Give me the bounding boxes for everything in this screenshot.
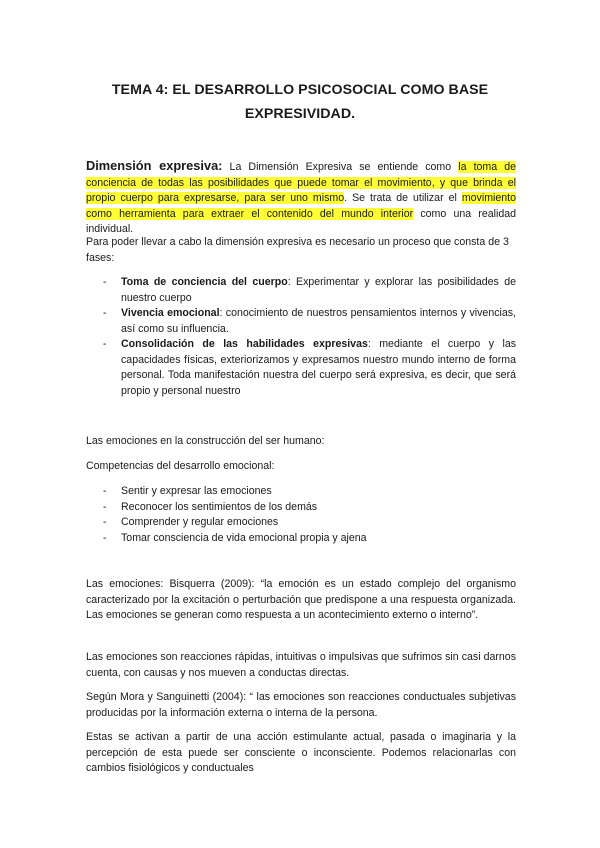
competency-text: Reconocer los sentimientos de los demás [121,500,318,513]
dash-bullet: - [103,531,107,544]
phase-desc: : mediante el cuerpo y las capacidades físicas, exteriorizamos y expresamos nuestro mundo interno de forma personal. Toda manifestación nuestra del cuerpo será expresiva, es decir, que será propio y personal nuestro [121,338,517,397]
list-item [86,515,516,531]
competency-text: Sentir y expresar las emociones [121,485,272,497]
dash-bullet: - [103,500,107,513]
dimension-label: Dimensión expresiva: [86,158,223,173]
phase-desc: : Experimentar y explorar las posibilidades de nuestro cuerpo [121,276,516,304]
list-item [86,337,516,399]
list-item [86,306,516,337]
dash-bullet: - [103,276,107,288]
title-line-1: TEMA 4: EL DESARROLLO PSICOSOCIAL COMO BASE [111,82,489,98]
list-item [86,484,516,500]
dimension-text-2: . Se trata de utilizar el [344,192,462,204]
page-title [80,78,520,126]
dimension-text-3: como una realidad individual. [86,207,516,235]
dimension-text-1: La Dimensión Expresiva se entiende como [222,161,459,173]
body-paragraph: Según Mora y Sanguinetti (2004): “ las emociones son reacciones conductuales subjetivas producidas por la información externa o interna de la persona. [86,691,516,719]
dimension-highlight-2: movimiento como herramienta para extraer el contenido del mundo interior [86,192,517,220]
phase-term: Consolidación de las habilidades expresivas [121,338,368,350]
emotions-heading: Las emociones en la construcción del ser humano: [86,435,325,447]
dash-bullet: - [103,516,107,528]
body-paragraph: Estas se activan a partir de una acción estimulante actual, pasada o imaginaria y la percepción de esta puede ser consciente o inconsciente. Podemos relacionarlas con cambios fisiológicos y conductuales [86,731,516,774]
dash-bullet: - [103,338,107,350]
dash-bullet: - [103,307,107,319]
dimension-highlight-1: la toma de conciencia de todas las posibilidades que puede tomar el movimiento, y que brinda el propio cuerpo para expresarse, para ser uno mismo [86,161,517,204]
intro-paragraph: Para poder llevar a cabo la dimensión expresiva es necesario un proceso que consta de 3 fases: [86,236,509,264]
competencies-heading: Competencias del desarrollo emocional: [86,460,275,472]
list-item [86,531,516,547]
dimension-paragraph [86,158,516,238]
title-line-2: EXPRESIVIDAD. [244,106,356,122]
phase-desc: : conocimiento de nuestros pensamientos internos y vivencias, así como su influencia. [121,307,516,335]
dash-bullet: - [103,485,107,497]
list-item [86,500,516,516]
phase-term: Toma de conciencia del cuerpo [121,276,288,288]
competencies-list [86,484,516,546]
competency-text: Tomar consciencia de vida emocional propia y ajena [121,531,367,544]
body-paragraph: Las emociones: Bisquerra (2009): “la emoción es un estado complejo del organismo caracterizado por la excitación o perturbación que predispone a una respuesta organizada. Las emociones se generan como respuesta a un acontecimiento externo o interno”. [86,578,516,621]
body-paragraph: Las emociones son reacciones rápidas, intuitivas o impulsivas que sufrimos sin casi darnos cuenta, con causas y nos mueven a conductas directas. [86,651,516,679]
list-item [86,275,516,306]
phase-term: Vivencia emocional [121,307,220,319]
competency-text: Comprender y regular emociones [121,516,279,528]
phases-list [86,275,516,399]
